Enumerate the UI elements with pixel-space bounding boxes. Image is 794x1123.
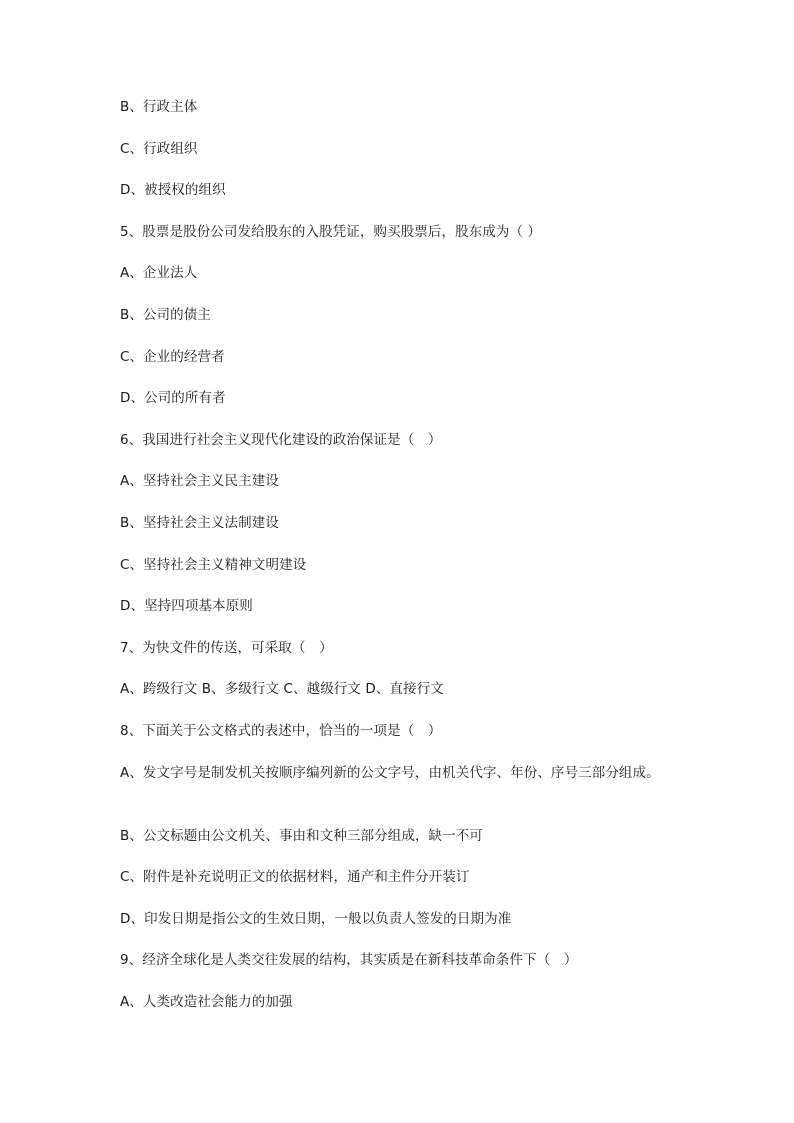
option-8c: C、附件是补充说明正文的依据材料，通产和主件分开装订 <box>120 869 470 885</box>
options-7: A、跨级行文 B、多级行文 C、越级行文 D、直接行文 <box>120 681 444 697</box>
question-5: 5、股票是股份公司发给股东的入股凭证，购买股票后，股东成为（ ） <box>120 224 542 240</box>
option-4c: C、行政组织 <box>120 141 198 157</box>
question-6: 6、我国进行社会主义现代化建设的政治保证是（ ） <box>120 432 442 448</box>
option-6b: B、坚持社会主义法制建设 <box>120 515 279 531</box>
question-7: 7、为快文件的传送，可采取（ ） <box>120 640 333 656</box>
option-4b: B、行政主体 <box>120 99 198 115</box>
question-9: 9、经济全球化是人类交往发展的结构，其实质是在新科技革命条件下（ ） <box>120 952 578 968</box>
option-8a: A、发文字号是制发机关按顺序编列新的公文字号，由机关代字、年份、序号三部分组成。 <box>120 765 660 781</box>
option-9a: A、人类改造社会能力的加强 <box>120 994 293 1010</box>
option-5b: B、公司的债主 <box>120 307 211 323</box>
option-5d: D、公司的所有者 <box>120 390 226 406</box>
option-8d: D、印发日期是指公文的生效日期，一般以负责人签发的日期为准 <box>120 911 512 927</box>
option-8b: B、公文标题由公文机关、事由和文种三部分组成，缺一不可 <box>120 828 483 844</box>
option-5a: A、企业法人 <box>120 265 198 281</box>
option-5c: C、企业的经营者 <box>120 349 225 365</box>
option-4d: D、被授权的组织 <box>120 182 226 198</box>
option-6d: D、坚持四项基本原则 <box>120 598 253 614</box>
option-6a: A、坚持社会主义民主建设 <box>120 473 279 489</box>
option-6c: C、坚持社会主义精神文明建设 <box>120 557 307 573</box>
question-8: 8、下面关于公文格式的表述中，恰当的一项是（ ） <box>120 723 442 739</box>
